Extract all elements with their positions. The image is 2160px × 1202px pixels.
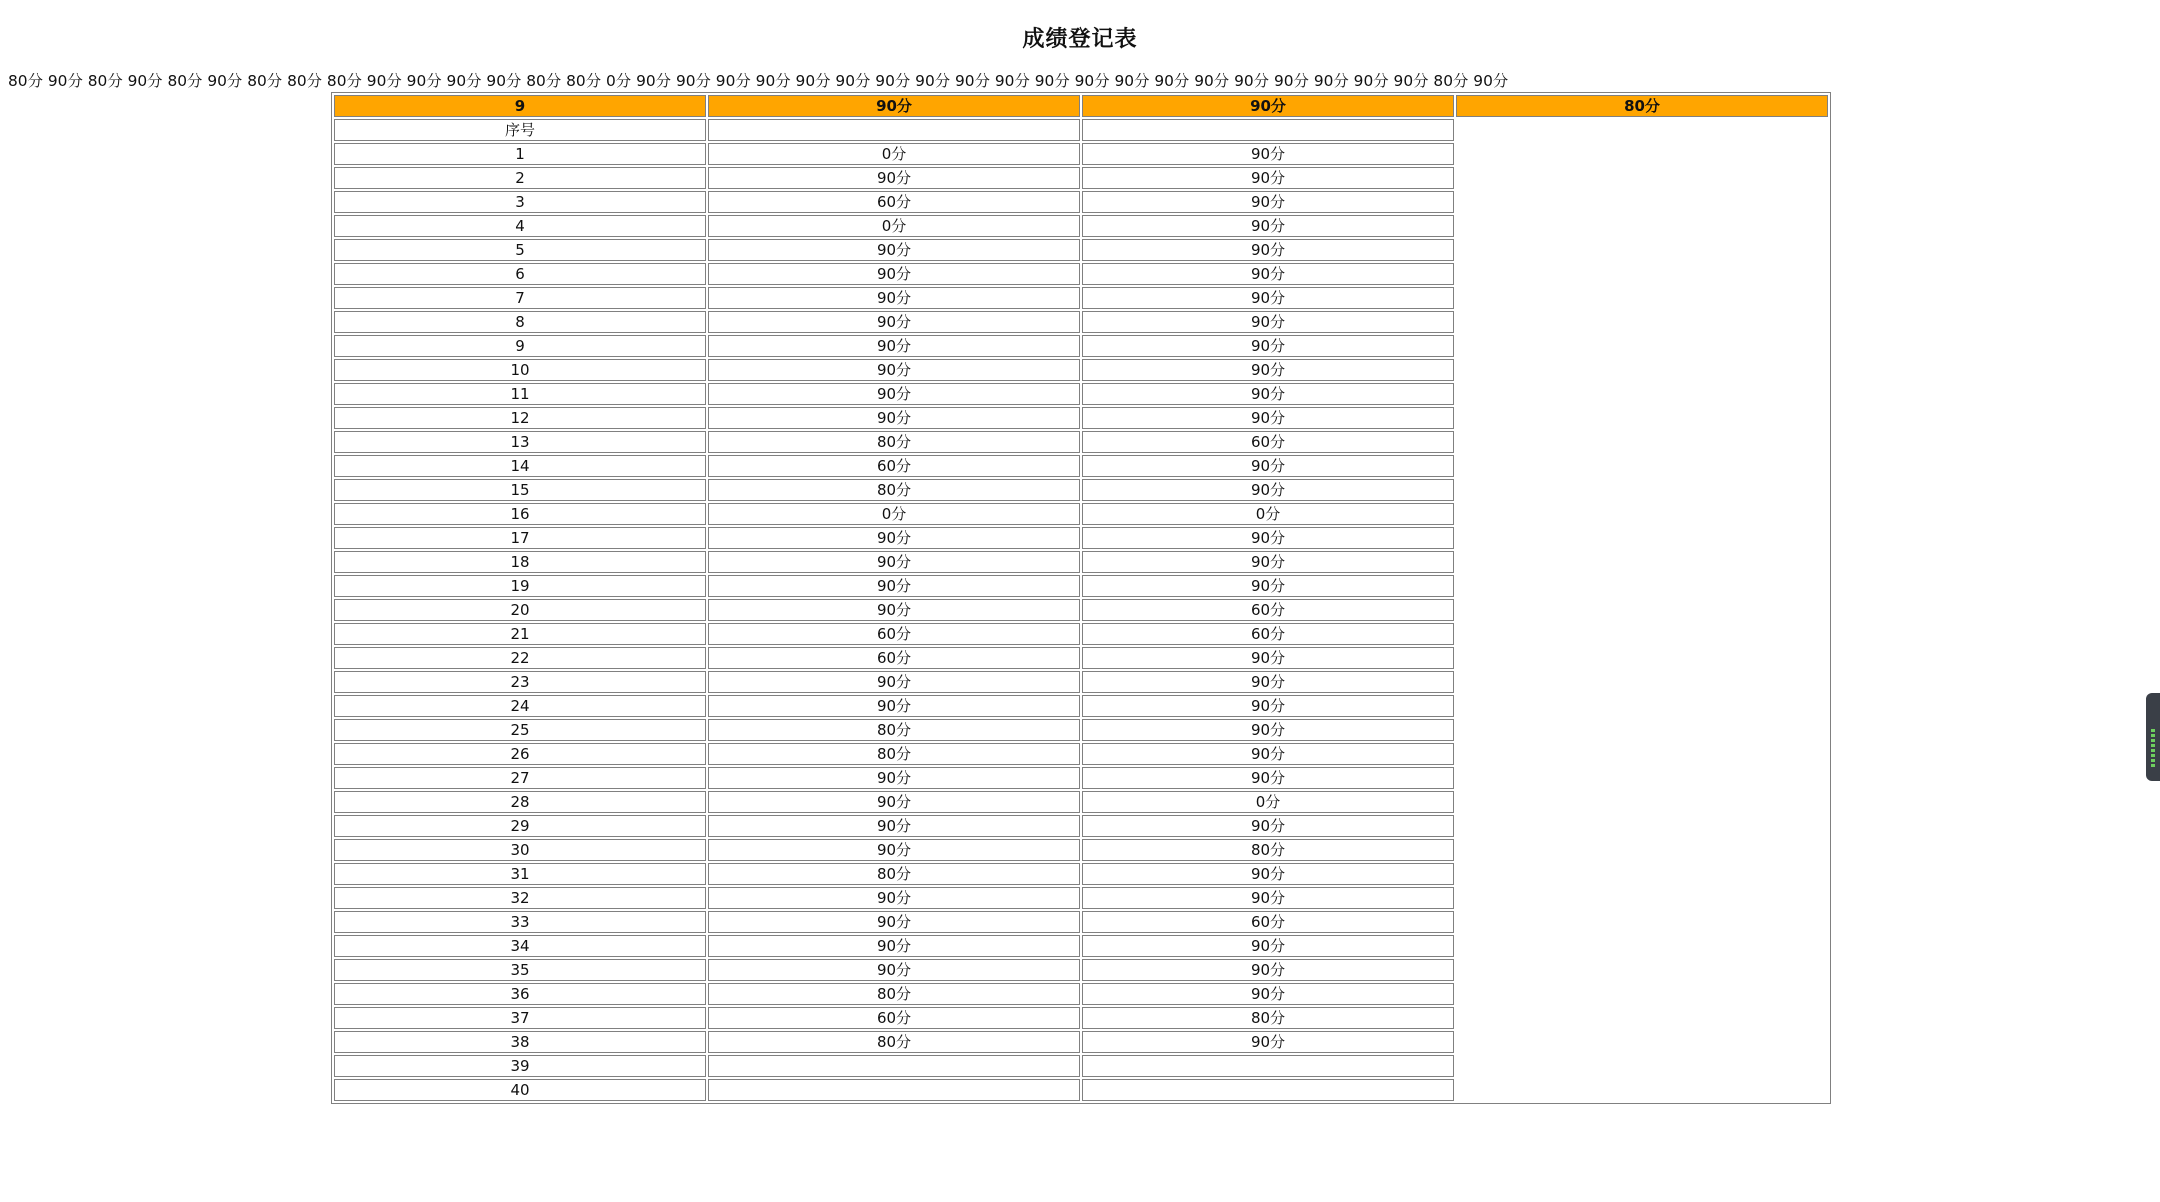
row-number: 30: [334, 839, 706, 861]
score-a: 60分: [708, 1007, 1080, 1029]
score-a: 60分: [708, 623, 1080, 645]
score-b: 90分: [1082, 263, 1454, 285]
score-a: 60分: [708, 455, 1080, 477]
score-a: 80分: [708, 743, 1080, 765]
header-cell-2: 90分: [708, 95, 1080, 117]
row-number: 33: [334, 911, 706, 933]
row-number: 24: [334, 695, 706, 717]
score-a: 90分: [708, 911, 1080, 933]
score-a: 90分: [708, 359, 1080, 381]
row-number: 32: [334, 887, 706, 909]
score-b: 90分: [1082, 479, 1454, 501]
score-b: 90分: [1082, 767, 1454, 789]
row-number: 26: [334, 743, 706, 765]
score-a: 90分: [708, 167, 1080, 189]
score-b: 90分: [1082, 983, 1454, 1005]
row-number: 37: [334, 1007, 706, 1029]
score-a: 90分: [708, 239, 1080, 261]
empty-column: [1456, 119, 1828, 1101]
score-b: 60分: [1082, 431, 1454, 453]
score-b: 0分: [1082, 791, 1454, 813]
row-number: 19: [334, 575, 706, 597]
row-number: 34: [334, 935, 706, 957]
score-b: 90分: [1082, 335, 1454, 357]
score-b: 60分: [1082, 911, 1454, 933]
score-a: 80分: [708, 863, 1080, 885]
score-b: 90分: [1082, 1031, 1454, 1053]
score-b: 90分: [1082, 359, 1454, 381]
score-a: 80分: [708, 431, 1080, 453]
score-a: [708, 1055, 1080, 1077]
score-b: [1082, 1079, 1454, 1101]
score-a: 90分: [708, 335, 1080, 357]
score-a: 90分: [708, 935, 1080, 957]
row-number: 29: [334, 815, 706, 837]
grade-table-body: [334, 119, 1828, 1101]
score-a: 90分: [708, 311, 1080, 333]
row-number: 17: [334, 527, 706, 549]
seq-label-blank-a: [708, 119, 1080, 141]
score-b: 80分: [1082, 1007, 1454, 1029]
score-b: 90分: [1082, 575, 1454, 597]
score-b: 90分: [1082, 287, 1454, 309]
row-number: 28: [334, 791, 706, 813]
row-number: 18: [334, 551, 706, 573]
score-b: 90分: [1082, 239, 1454, 261]
row-number: 35: [334, 959, 706, 981]
score-a: [708, 1079, 1080, 1101]
row-number: 16: [334, 503, 706, 525]
score-a: 0分: [708, 215, 1080, 237]
header-cell-1: 9: [334, 95, 706, 117]
score-a: 90分: [708, 383, 1080, 405]
score-a: 60分: [708, 647, 1080, 669]
score-b: 90分: [1082, 527, 1454, 549]
score-a: 90分: [708, 599, 1080, 621]
seq-label: 序号: [334, 119, 706, 141]
row-number: 20: [334, 599, 706, 621]
score-b: 90分: [1082, 887, 1454, 909]
score-b: 90分: [1082, 671, 1454, 693]
row-number: 3: [334, 191, 706, 213]
score-b: 90分: [1082, 407, 1454, 429]
grade-table: [331, 92, 1831, 1104]
score-b: 90分: [1082, 815, 1454, 837]
score-a: 90分: [708, 791, 1080, 813]
row-number: 6: [334, 263, 706, 285]
score-a: 90分: [708, 839, 1080, 861]
row-number: 5: [334, 239, 706, 261]
seq-label-row: [334, 119, 1828, 141]
score-b: [1082, 1055, 1454, 1077]
score-a: 80分: [708, 719, 1080, 741]
row-number: 22: [334, 647, 706, 669]
row-number: 12: [334, 407, 706, 429]
score-b: 90分: [1082, 455, 1454, 477]
score-b: 90分: [1082, 311, 1454, 333]
row-number: 4: [334, 215, 706, 237]
score-a: 0分: [708, 143, 1080, 165]
score-b: 90分: [1082, 143, 1454, 165]
row-number: 25: [334, 719, 706, 741]
header-row: [334, 95, 1828, 117]
score-b: 90分: [1082, 191, 1454, 213]
score-b: 90分: [1082, 719, 1454, 741]
row-number: 9: [334, 335, 706, 357]
seq-label-blank-b: [1082, 119, 1454, 141]
score-a: 90分: [708, 263, 1080, 285]
score-b: 60分: [1082, 599, 1454, 621]
score-b: 90分: [1082, 383, 1454, 405]
row-number: 27: [334, 767, 706, 789]
row-number: 23: [334, 671, 706, 693]
side-panel-tab[interactable]: [2146, 693, 2160, 781]
score-a: 90分: [708, 527, 1080, 549]
row-number: 11: [334, 383, 706, 405]
score-a: 90分: [708, 575, 1080, 597]
row-number: 38: [334, 1031, 706, 1053]
row-number: 21: [334, 623, 706, 645]
score-a: 90分: [708, 887, 1080, 909]
score-b: 90分: [1082, 647, 1454, 669]
page-title: 成绩登记表: [1022, 27, 1138, 52]
score-a: 80分: [708, 1031, 1080, 1053]
score-a: 80分: [708, 479, 1080, 501]
score-a: 90分: [708, 551, 1080, 573]
row-number: 31: [334, 863, 706, 885]
score-b: 90分: [1082, 743, 1454, 765]
row-number: 39: [334, 1055, 706, 1077]
score-a: 0分: [708, 503, 1080, 525]
row-number: 7: [334, 287, 706, 309]
score-a: 90分: [708, 767, 1080, 789]
score-b: 80分: [1082, 839, 1454, 861]
row-number: 2: [334, 167, 706, 189]
score-b: 60分: [1082, 623, 1454, 645]
score-b: 90分: [1082, 959, 1454, 981]
score-b: 90分: [1082, 215, 1454, 237]
row-number: 1: [334, 143, 706, 165]
score-a: 80分: [708, 983, 1080, 1005]
row-number: 36: [334, 983, 706, 1005]
row-number: 8: [334, 311, 706, 333]
row-number: 40: [334, 1079, 706, 1101]
score-b: 90分: [1082, 935, 1454, 957]
score-b: 90分: [1082, 695, 1454, 717]
row-number: 10: [334, 359, 706, 381]
stray-scores-line: 80分 90分 80分 90分 80分 90分 80分 80分 80分 90分 90分 90分 90分 80分 80分 0分 90分 90分 90分 90分 90分 90分 90分 90分 90分 90分 90分 90分 90分 90分 90分 90分 90分 90分 90分 90分 80分 90分: [8, 72, 1509, 90]
score-a: 90分: [708, 287, 1080, 309]
score-a: 90分: [708, 959, 1080, 981]
row-number: 14: [334, 455, 706, 477]
header-cell-3: 90分: [1082, 95, 1454, 117]
score-a: 90分: [708, 671, 1080, 693]
score-a: 60分: [708, 191, 1080, 213]
header-cell-4: 80分: [1456, 95, 1828, 117]
row-number: 15: [334, 479, 706, 501]
score-a: 90分: [708, 815, 1080, 837]
row-number: 13: [334, 431, 706, 453]
score-b: 90分: [1082, 551, 1454, 573]
score-b: 90分: [1082, 863, 1454, 885]
score-b: 90分: [1082, 167, 1454, 189]
score-a: 90分: [708, 695, 1080, 717]
side-panel-meter-icon: [2151, 729, 2155, 769]
score-a: 90分: [708, 407, 1080, 429]
score-b: 0分: [1082, 503, 1454, 525]
